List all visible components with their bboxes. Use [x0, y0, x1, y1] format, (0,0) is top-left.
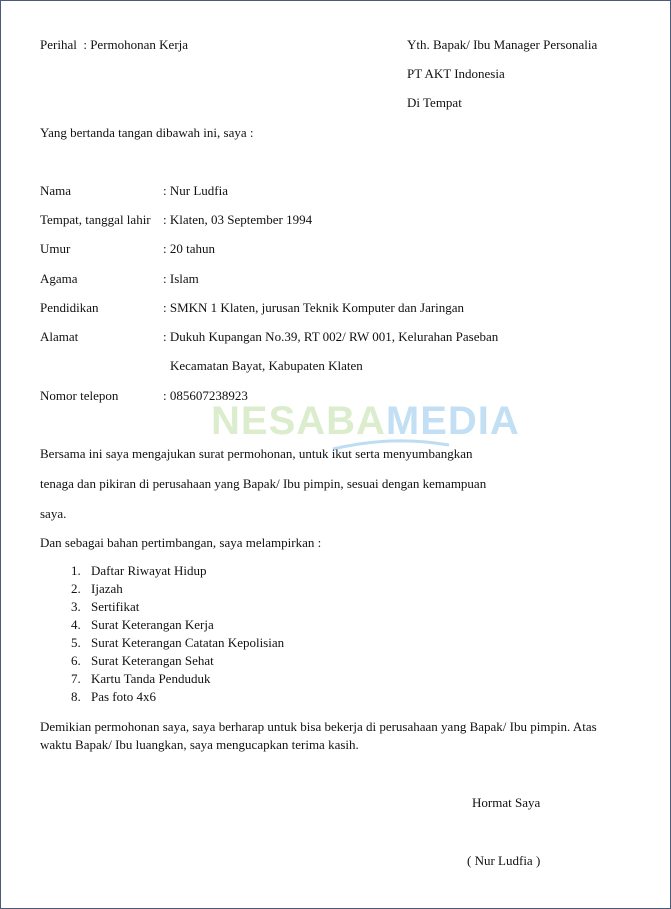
list-item-number: 6.	[71, 653, 81, 668]
list-item	[71, 563, 284, 581]
age-label: Umur	[40, 241, 71, 256]
watermark-part-1: NESABA	[211, 399, 386, 443]
list-item-text: Surat Keterangan Sehat	[91, 653, 214, 668]
list-item-text: Surat Keterangan Kerja	[91, 617, 214, 632]
list-item-number: 5.	[71, 635, 81, 650]
religion-value: : Islam	[163, 271, 199, 286]
name-label: Nama	[40, 183, 72, 198]
body-paragraph-line-1: Bersama ini saya mengajukan surat permohonan, untuk ikut serta menyumbangkan	[40, 446, 473, 461]
signature-name: ( Nur Ludfia )	[467, 853, 541, 868]
subject-value: Permohonan Kerja	[90, 37, 189, 52]
list-item-number: 2.	[71, 581, 81, 596]
list-item-number: 4.	[71, 617, 81, 632]
list-item	[71, 617, 284, 635]
list-item	[71, 689, 284, 707]
closing-line-1: Demikian permohonan saya, saya berharap untuk bisa bekerja di perusahaan yang Bapak/ Ibu pimpin. Atas	[40, 719, 597, 734]
list-item-number: 1.	[71, 563, 81, 578]
address-value-line-1: : Dukuh Kupangan No.39, RT 002/ RW 001, Kelurahan Paseban	[163, 329, 499, 344]
list-item-text: Sertifikat	[91, 599, 140, 614]
subject-line: Perihal : Permohonan Kerja	[40, 37, 189, 52]
list-item	[71, 671, 284, 689]
name-value: : Nur Ludfia	[163, 183, 228, 198]
phone-label: Nomor telepon	[40, 388, 119, 403]
attachments-list	[71, 563, 284, 707]
education-label: Pendidikan	[40, 300, 99, 315]
recipient-line-1: Yth. Bapak/ Ibu Manager Personalia	[407, 37, 598, 52]
religion-label: Agama	[40, 271, 78, 286]
recipient-line-3: Di Tempat	[407, 95, 462, 110]
phone-value: : 085607238923	[163, 388, 248, 403]
list-item-text: Pas foto 4x6	[91, 689, 156, 704]
birth-value: : Klaten, 03 September 1994	[163, 212, 313, 227]
subject-label: Perihal	[40, 37, 77, 52]
list-item-number: 8.	[71, 689, 81, 704]
list-item	[71, 635, 284, 653]
list-item	[71, 599, 284, 617]
list-item-number: 3.	[71, 599, 81, 614]
list-item-text: Daftar Riwayat Hidup	[91, 563, 207, 578]
age-value: : 20 tahun	[163, 241, 215, 256]
list-item	[71, 581, 284, 599]
birth-label: Tempat, tanggal lahir	[40, 212, 151, 227]
list-item-number: 7.	[71, 671, 81, 686]
education-value: : SMKN 1 Klaten, jurusan Teknik Komputer dan Jaringan	[163, 300, 465, 315]
closing-line-2: waktu Bapak/ Ibu luangkan, saya mengucapkan terima kasih.	[40, 737, 359, 752]
body-paragraph-line-2: tenaga dan pikiran di perusahaan yang Bapak/ Ibu pimpin, sesuai dengan kemampuan	[40, 476, 487, 491]
recipient-line-2: PT AKT Indonesia	[407, 66, 505, 81]
address-label: Alamat	[40, 329, 79, 344]
list-item-text: Kartu Tanda Penduduk	[91, 671, 211, 686]
attachments-intro: Dan sebagai bahan pertimbangan, saya melampirkan :	[40, 535, 322, 550]
signature-greeting: Hormat Saya	[472, 795, 541, 810]
opening-text: Yang bertanda tangan dibawah ini, saya :	[40, 125, 254, 140]
watermark-part-2: MEDIA	[385, 399, 520, 443]
list-item-text: Surat Keterangan Catatan Kepolisian	[91, 635, 285, 650]
list-item	[71, 653, 284, 671]
address-value-line-2: Kecamatan Bayat, Kabupaten Klaten	[170, 358, 363, 373]
body-paragraph-line-3: saya.	[40, 506, 67, 521]
list-item-text: Ijazah	[91, 581, 123, 596]
